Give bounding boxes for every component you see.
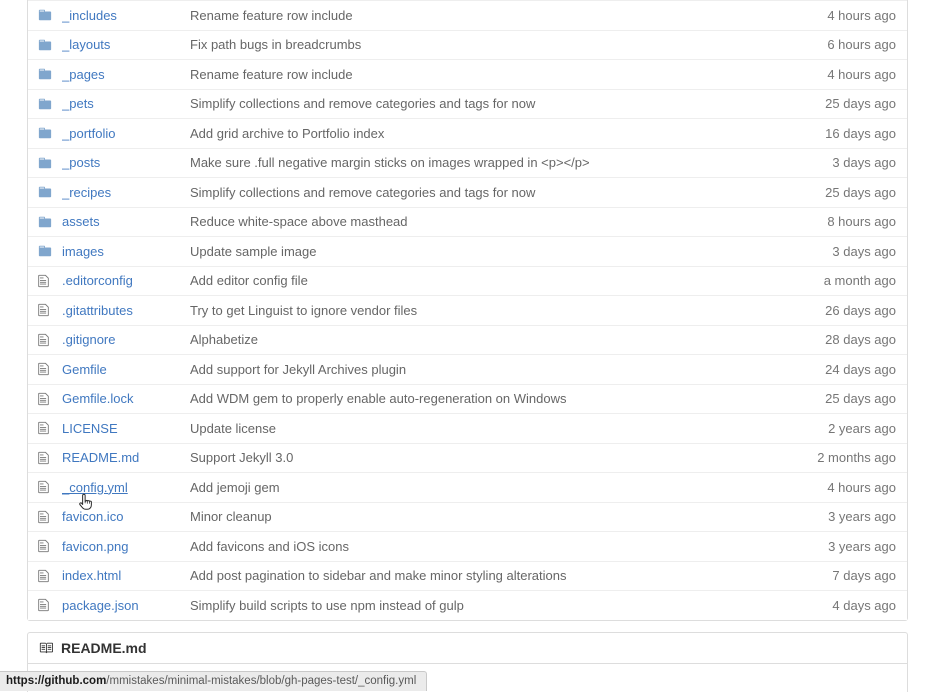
file-type-icon-cell [28, 598, 62, 612]
commit-message-link[interactable]: Make sure .full negative margin sticks on images wrapped in <p></p> [190, 155, 590, 171]
file-icon [38, 569, 49, 583]
file-type-icon-cell [28, 8, 62, 22]
file-name-link[interactable]: favicon.ico [62, 509, 124, 525]
table-row [28, 561, 907, 591]
folder-icon [38, 215, 52, 229]
commit-age: 3 years ago [828, 538, 896, 554]
file-icon [38, 274, 49, 288]
commit-age: a month ago [823, 273, 896, 289]
file-icon [38, 539, 49, 553]
file-icon [38, 333, 49, 347]
status-url-domain: https://github.com [6, 675, 107, 687]
file-name-cell [62, 332, 190, 347]
file-name-cell [62, 598, 190, 613]
file-icon [38, 362, 49, 376]
commit-message-link[interactable]: Minor cleanup [190, 509, 272, 525]
commit-message-link[interactable]: Simplify collections and remove categories and tags for now [190, 96, 536, 112]
table-row [28, 295, 907, 325]
folder-icon [38, 185, 52, 199]
folder-icon [38, 38, 52, 52]
file-name-cell [62, 362, 190, 377]
folder-icon [38, 156, 52, 170]
book-icon [38, 641, 54, 655]
file-icon [38, 510, 49, 524]
file-name-cell [62, 96, 190, 111]
file-name-cell [62, 480, 190, 495]
table-row [28, 30, 907, 60]
commit-message-link[interactable]: Rename feature row include [190, 66, 353, 82]
table-row [28, 207, 907, 237]
commit-age: 25 days ago [825, 184, 896, 200]
table-row [28, 236, 907, 266]
file-type-icon-cell [28, 510, 62, 524]
table-row [28, 354, 907, 384]
file-name-link[interactable]: .editorconfig [62, 273, 133, 289]
commit-age: 25 days ago [825, 391, 896, 407]
readme-title-link[interactable]: README.md [61, 639, 147, 656]
file-name-cell [62, 67, 190, 82]
file-type-icon-cell [28, 480, 62, 494]
table-row [28, 148, 907, 178]
file-name-cell [62, 185, 190, 200]
commit-age: 8 hours ago [827, 214, 896, 230]
folder-icon [38, 8, 52, 22]
file-type-icon-cell [28, 451, 62, 465]
commit-message-link[interactable]: Fix path bugs in breadcrumbs [190, 37, 362, 53]
table-row [28, 384, 907, 414]
file-type-icon-cell [28, 392, 62, 406]
file-name-link[interactable]: _pets [62, 96, 94, 112]
commit-message-link[interactable]: Update sample image [190, 243, 317, 259]
commit-message-link[interactable]: Add support for Jekyll Archives plugin [190, 361, 407, 377]
file-type-icon-cell [28, 303, 62, 317]
folder-icon [38, 126, 52, 140]
commit-message-link[interactable]: Add post pagination to sidebar and make minor styling alterations [190, 568, 567, 584]
file-name-link[interactable]: Gemfile.lock [62, 391, 134, 407]
commit-age: 6 hours ago [827, 37, 896, 53]
commit-message-link[interactable]: Try to get Linguist to ignore vendor files [190, 302, 418, 318]
commit-age: 4 hours ago [827, 7, 896, 23]
commit-age: 3 days ago [832, 243, 896, 259]
file-list-table [27, 0, 908, 621]
file-icon [38, 451, 49, 465]
file-name-link[interactable]: images [62, 243, 104, 259]
file-name-cell [62, 421, 190, 436]
readme-header [28, 633, 907, 664]
browser-status-bar [0, 671, 427, 691]
file-type-icon-cell [28, 274, 62, 288]
file-name-link[interactable]: package.json [62, 597, 139, 613]
file-type-icon-cell [28, 67, 62, 81]
file-icon [38, 421, 49, 435]
file-name-link[interactable]: Gemfile [62, 361, 107, 377]
commit-age: 28 days ago [825, 332, 896, 348]
file-name-link[interactable]: .gitignore [62, 332, 116, 348]
folder-icon [38, 97, 52, 111]
file-name-link[interactable]: LICENSE [62, 420, 118, 436]
table-row [28, 413, 907, 443]
folder-icon [38, 67, 52, 81]
commit-age: 24 days ago [825, 361, 896, 377]
file-name-cell [62, 155, 190, 170]
table-row [28, 590, 907, 620]
commit-age: 4 days ago [832, 597, 896, 613]
commit-age: 16 days ago [825, 125, 896, 141]
table-row [28, 177, 907, 207]
file-type-icon-cell [28, 156, 62, 170]
status-url-path: /mmistakes/minimal-mistakes/blob/gh-pages-test/_config.yml [106, 675, 417, 687]
table-row [28, 531, 907, 561]
file-name-link[interactable]: assets [62, 214, 100, 230]
file-name-cell [62, 303, 190, 318]
file-name-cell [62, 568, 190, 583]
commit-message-link[interactable]: Simplify build scripts to use npm instead of gulp [190, 597, 464, 613]
table-row [28, 325, 907, 355]
table-row [28, 502, 907, 532]
file-icon [38, 303, 49, 317]
file-name-link[interactable]: _portfolio [62, 125, 116, 141]
file-name-link[interactable]: _layouts [62, 37, 111, 53]
file-name-link[interactable]: _recipes [62, 184, 112, 200]
commit-message-link[interactable]: Support Jekyll 3.0 [190, 450, 294, 466]
file-name-link[interactable]: _includes [62, 7, 117, 23]
folder-icon [38, 244, 52, 258]
commit-age: 3 years ago [828, 509, 896, 525]
commit-age: 2 years ago [828, 420, 896, 436]
file-type-icon-cell [28, 97, 62, 111]
file-icon [38, 598, 49, 612]
table-row [28, 0, 907, 30]
file-type-icon-cell [28, 215, 62, 229]
table-row [28, 89, 907, 119]
commit-age: 25 days ago [825, 96, 896, 112]
commit-age: 2 months ago [817, 450, 896, 466]
commit-message-link[interactable]: Add jemoji gem [190, 479, 280, 495]
file-name-link[interactable]: _posts [62, 155, 101, 171]
file-name-link[interactable]: _config.yml [62, 479, 128, 495]
file-type-icon-cell [28, 126, 62, 140]
commit-message-link[interactable]: Add grid archive to Portfolio index [190, 125, 385, 141]
file-icon [38, 480, 49, 494]
commit-message-link[interactable]: Update license [190, 420, 276, 436]
file-type-icon-cell [28, 569, 62, 583]
file-name-link[interactable]: README.md [62, 450, 140, 466]
file-name-cell [62, 391, 190, 406]
commit-message-link[interactable]: Add WDM gem to properly enable auto-regeneration on Windows [190, 391, 567, 407]
file-type-icon-cell [28, 333, 62, 347]
file-name-cell [62, 126, 190, 141]
file-type-icon-cell [28, 185, 62, 199]
commit-message-link[interactable]: Reduce white-space above masthead [190, 214, 408, 230]
commit-age: 7 days ago [832, 568, 896, 584]
commit-age: 4 hours ago [827, 479, 896, 495]
file-type-icon-cell [28, 421, 62, 435]
commit-message-link[interactable]: Add editor config file [190, 273, 308, 289]
file-type-icon-cell [28, 244, 62, 258]
table-row [28, 118, 907, 148]
file-name-cell [62, 8, 190, 23]
file-type-icon-cell [28, 38, 62, 52]
commit-message-link[interactable]: Simplify collections and remove categories and tags for now [190, 184, 536, 200]
file-name-cell [62, 244, 190, 259]
file-name-cell [62, 450, 190, 465]
file-name-link[interactable]: index.html [62, 568, 122, 584]
commit-message-link[interactable]: Add favicons and iOS icons [190, 538, 349, 554]
file-name-link[interactable]: _pages [62, 66, 105, 82]
file-type-icon-cell [28, 539, 62, 553]
commit-age: 3 days ago [832, 155, 896, 171]
file-name-cell [62, 509, 190, 524]
file-name-link[interactable]: .gitattributes [62, 302, 133, 318]
table-row [28, 443, 907, 473]
file-name-cell [62, 214, 190, 229]
commit-age: 4 hours ago [827, 66, 896, 82]
commit-message-link[interactable]: Rename feature row include [190, 7, 353, 23]
commit-message-link[interactable]: Alphabetize [190, 332, 258, 348]
table-row [28, 472, 907, 502]
file-name-cell [62, 273, 190, 288]
table-row [28, 59, 907, 89]
file-name-link[interactable]: favicon.png [62, 538, 129, 554]
commit-age: 26 days ago [825, 302, 896, 318]
table-row [28, 266, 907, 296]
file-name-cell [62, 37, 190, 52]
file-type-icon-cell [28, 362, 62, 376]
file-icon [38, 392, 49, 406]
file-name-cell [62, 539, 190, 554]
